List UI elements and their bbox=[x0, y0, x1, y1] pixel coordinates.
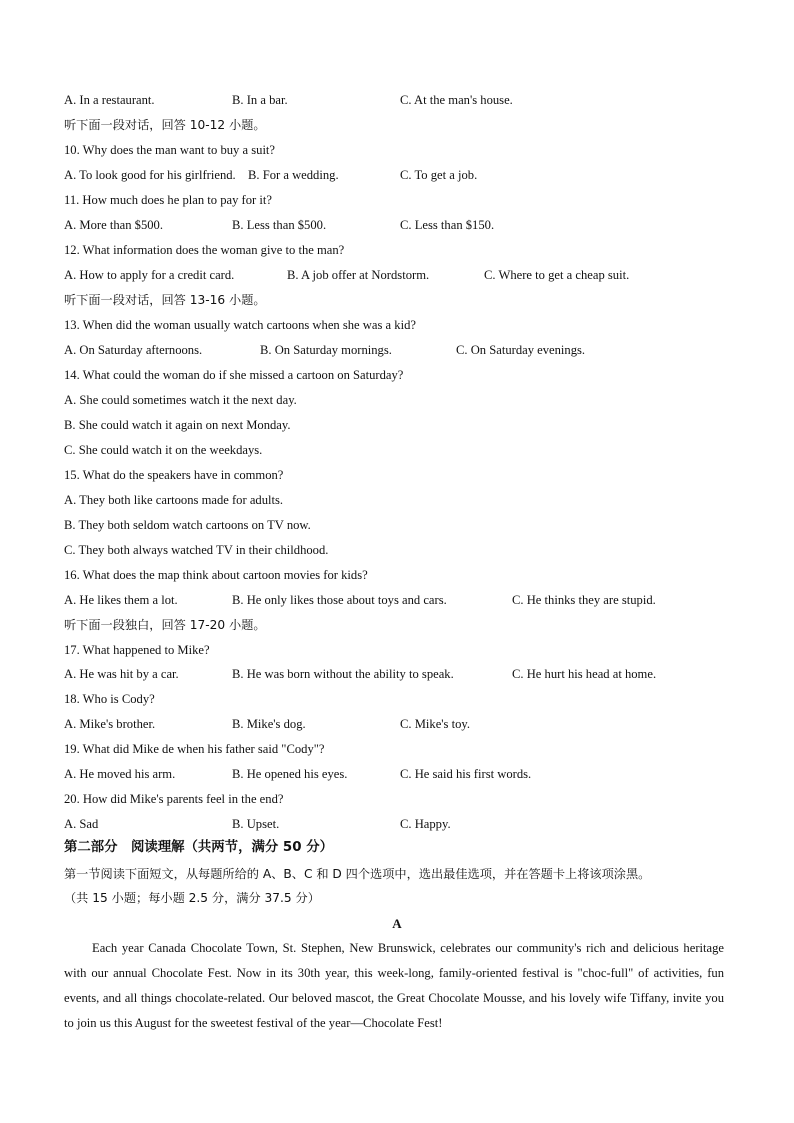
question-text: 18. Who is Cody? bbox=[64, 692, 155, 706]
instruction-text: 第一节阅读下面短文，从每题所给的 A、B、C 和 D 四个选项中，选出最佳选项，并在答题卡上将该项涂黑。 bbox=[64, 867, 651, 881]
option-a: A. More than $500. bbox=[64, 218, 163, 232]
option-a: A. How to apply for a credit card. bbox=[64, 268, 235, 282]
option-c: C. He hurt his head at home. bbox=[512, 667, 657, 681]
option-c: C. At the man's house. bbox=[400, 93, 513, 107]
question-text: 17. What happened to Mike? bbox=[64, 643, 210, 657]
option-b: B. On Saturday mornings. bbox=[260, 343, 392, 357]
question-text: 20. How did Mike's parents feel in the end? bbox=[64, 792, 284, 806]
option-a: A. In a restaurant. bbox=[64, 93, 155, 107]
option-b: B. He opened his eyes. bbox=[232, 767, 348, 781]
option-row bbox=[64, 342, 744, 358]
instruction-text: 听下面一段对话，回答 10-12 小题。 bbox=[64, 118, 266, 132]
passage-paragraph: Each year Canada Chocolate Town, St. Stephen, New Brunswick, celebrates our community's rich and delicious heritage with our annual Chocolate Fest. Now in its 30th year, this week-long, family-oriented festival is "choc-full" of activities, fun events, and all things chocolate-related. Our beloved mascot, the Great Chocolate Mousse, and his lovely wife Tiffany, invite you to join us this August for the sweetest festival of the year—Chocolate Fest! bbox=[64, 941, 724, 1030]
option-row bbox=[64, 666, 744, 682]
question-text: 16. What does the map think about cartoon movies for kids? bbox=[64, 568, 368, 582]
option-row bbox=[64, 267, 744, 283]
option-c: C. He thinks they are stupid. bbox=[512, 593, 656, 607]
section-heading: 第二部分 阅读理解（共两节，满分 50 分） bbox=[64, 840, 333, 855]
option-row bbox=[64, 766, 744, 782]
question-text: 10. Why does the man want to buy a suit? bbox=[64, 143, 276, 157]
question-text: A. They both like cartoons made for adults. bbox=[64, 493, 284, 507]
option-c: C. Happy. bbox=[400, 817, 451, 831]
option-a: A. Mike's brother. bbox=[64, 717, 156, 731]
question-text: B. She could watch it again on next Monday. bbox=[64, 418, 291, 432]
question-text: 15. What do the speakers have in common? bbox=[64, 468, 284, 482]
question-text: 13. When did the woman usually watch cartoons when she was a kid? bbox=[64, 318, 416, 332]
option-c: C. Mike's toy. bbox=[400, 717, 471, 731]
question-text: C. She could watch it on the weekdays. bbox=[64, 443, 263, 457]
option-c: C. Where to get a cheap suit. bbox=[484, 268, 630, 282]
option-c: C. To get a job. bbox=[400, 168, 478, 182]
option-row bbox=[64, 217, 744, 233]
question-text: A. She could sometimes watch it the next day. bbox=[64, 393, 297, 407]
option-a: A. To look good for his girlfriend. bbox=[64, 168, 236, 182]
instruction-text: （共 15 小题；每小题 2.5 分，满分 37.5 分） bbox=[64, 891, 320, 905]
question-text: 11. How much does he plan to pay for it? bbox=[64, 193, 272, 207]
question-text: C. They both always watched TV in their childhood. bbox=[64, 543, 329, 557]
option-b: B. Less than $500. bbox=[232, 218, 327, 232]
passage-heading: A bbox=[392, 916, 402, 931]
option-c: C. Less than $150. bbox=[400, 218, 495, 232]
option-b: B. He only likes those about toys and cars. bbox=[232, 593, 447, 607]
option-b: B. A job offer at Nordstorm. bbox=[287, 268, 430, 282]
option-b: B. In a bar. bbox=[232, 93, 288, 107]
instruction-text: 听下面一段独白，回答 17-20 小题。 bbox=[64, 618, 266, 632]
option-b: B. He was born without the ability to speak. bbox=[232, 667, 454, 681]
option-row bbox=[64, 167, 744, 183]
option-b: B. Mike's dog. bbox=[232, 717, 306, 731]
option-c: C. He said his first words. bbox=[400, 767, 532, 781]
option-row bbox=[64, 92, 744, 108]
option-row bbox=[64, 816, 744, 832]
option-a: A. Sad bbox=[64, 817, 99, 831]
question-text: B. They both seldom watch cartoons on TV now. bbox=[64, 518, 311, 532]
option-a: A. He likes them a lot. bbox=[64, 593, 178, 607]
question-text: 12. What information does the woman give to the man? bbox=[64, 243, 345, 257]
option-b: B. For a wedding. bbox=[248, 168, 339, 182]
option-c: C. On Saturday evenings. bbox=[456, 343, 586, 357]
option-b: B. Upset. bbox=[232, 817, 280, 831]
option-a: A. He was hit by a car. bbox=[64, 667, 179, 681]
option-a: A. On Saturday afternoons. bbox=[64, 343, 203, 357]
instruction-text: 听下面一段对话，回答 13-16 小题。 bbox=[64, 293, 266, 307]
question-text: 14. What could the woman do if she missed a cartoon on Saturday? bbox=[64, 368, 404, 382]
option-a: A. He moved his arm. bbox=[64, 767, 176, 781]
question-text: 19. What did Mike de when his father said "Cody"? bbox=[64, 742, 325, 756]
option-row bbox=[64, 716, 744, 732]
option-row bbox=[64, 592, 744, 608]
